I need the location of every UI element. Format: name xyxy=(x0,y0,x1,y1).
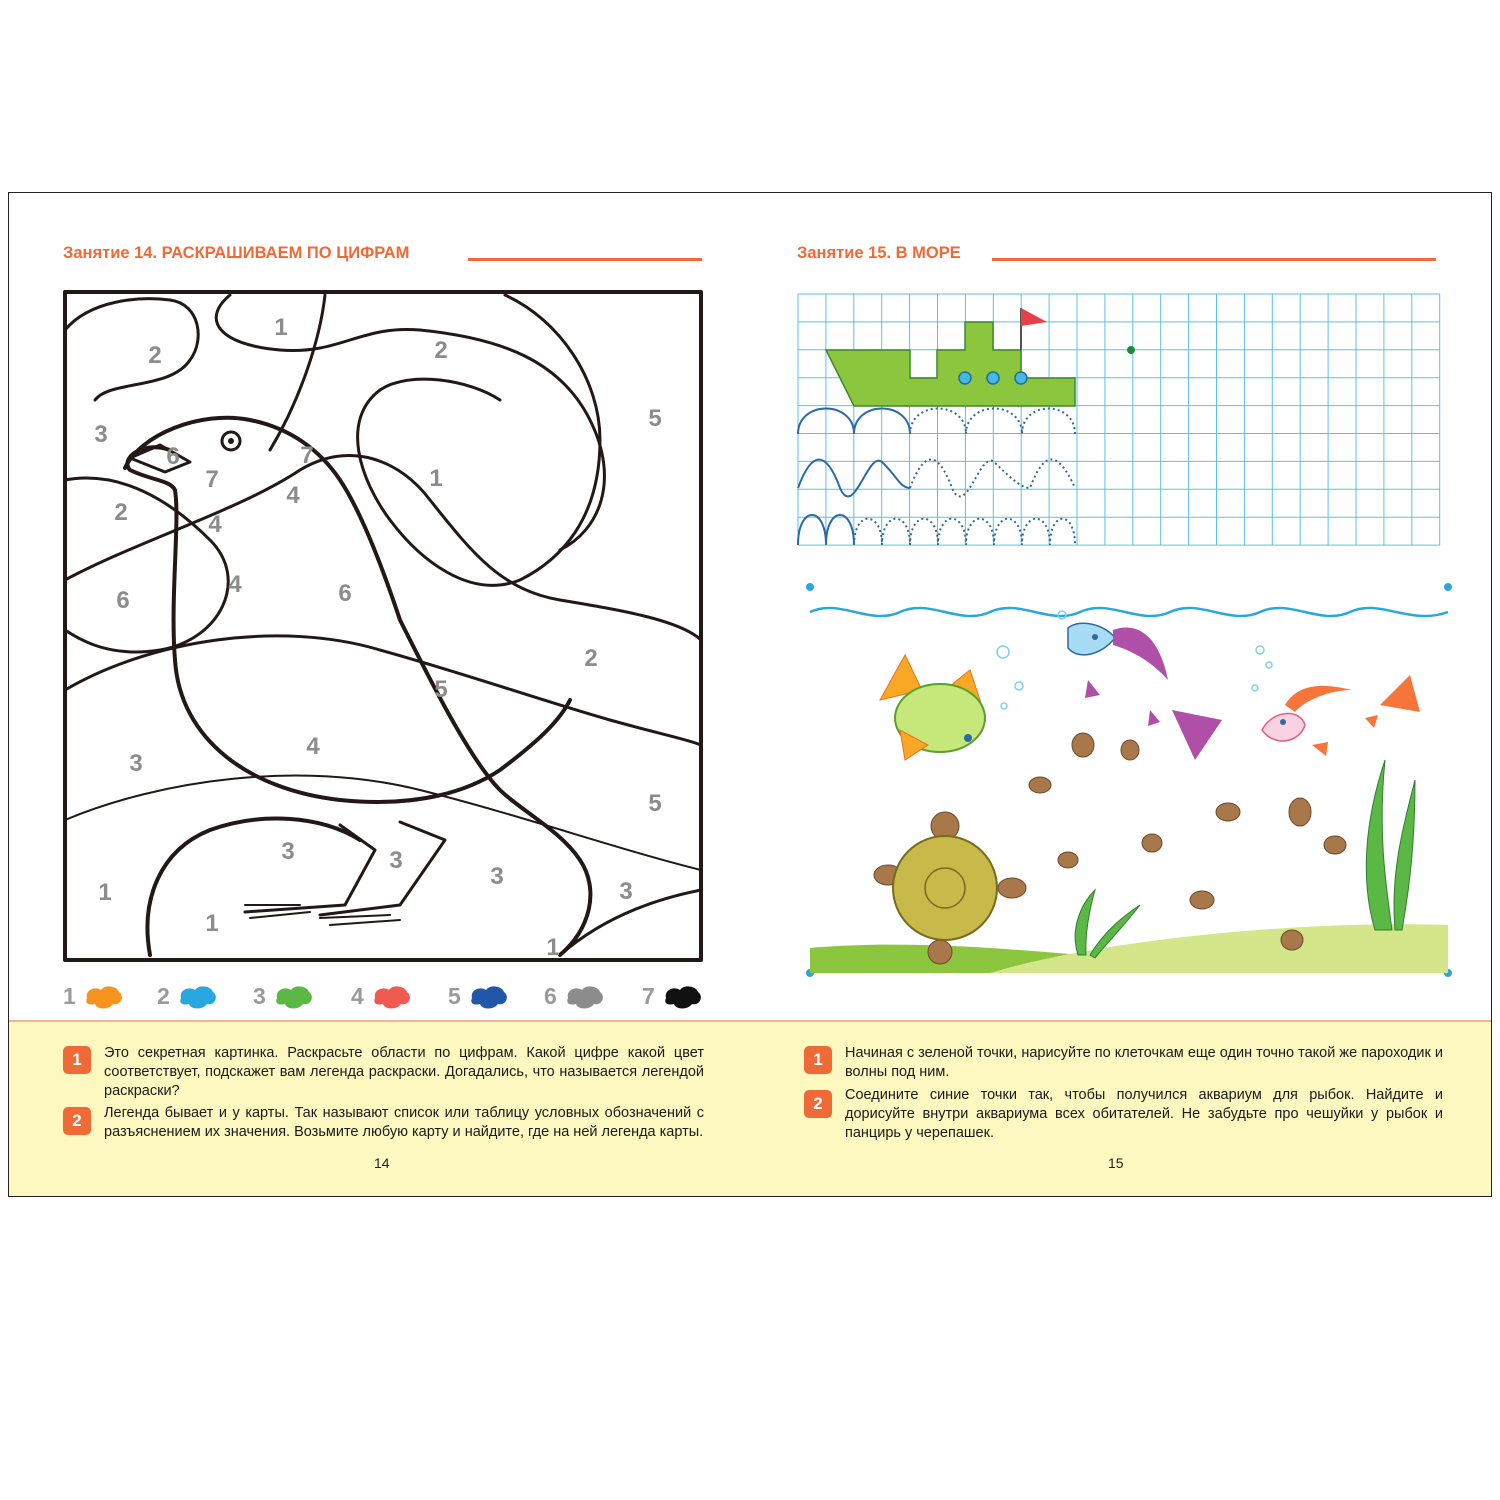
paint-blob-icon xyxy=(177,982,219,1012)
legend-number: 7 xyxy=(642,983,655,1009)
region-number: 3 xyxy=(281,838,295,865)
region-number: 2 xyxy=(434,337,448,364)
task-1-text: Начиная с зеленой точки, нарисуйте по клеточкам еще один точно такой же пароходик и волны под ним. xyxy=(845,1045,1443,1080)
legend-number: 6 xyxy=(544,983,557,1009)
task-1-badge: 1 xyxy=(63,1046,91,1074)
region-number: 4 xyxy=(306,733,320,760)
lesson-14-title: Занятие 14. РАСКРАШИВАЕМ ПО ЦИФРАМ xyxy=(63,244,410,262)
task-1-badge: 1 xyxy=(804,1046,832,1074)
task-1-text: Это секретная картинка. Раскрасьте области по цифрам. Какой цифре какой цвет соответствует, подскажет вам легенда раскраски. Догадались, что называется легендой раскраски? xyxy=(104,1045,704,1099)
region-number: 1 xyxy=(205,910,219,937)
region-number: 1 xyxy=(546,934,560,961)
legend-number: 4 xyxy=(351,983,364,1009)
region-number: 6 xyxy=(166,443,180,470)
region-number: 5 xyxy=(648,405,662,432)
paint-blob-icon xyxy=(564,982,606,1012)
region-number: 7 xyxy=(300,442,314,469)
title-rule xyxy=(468,258,702,261)
task-2-text: Соедините синие точки так, чтобы получился аквариум для рыбок. Найдите и дорисуйте внутри аквариума всех обитателей. Не забудьте про чешуйки у рыбок и панцирь у черепашек. xyxy=(845,1087,1443,1141)
paint-blob-icon xyxy=(371,982,413,1012)
region-number: 6 xyxy=(338,580,352,607)
region-number: 1 xyxy=(98,879,112,906)
page-number-15: 15 xyxy=(1108,1155,1124,1171)
paint-blob-icon xyxy=(662,982,704,1012)
legend-number: 5 xyxy=(448,983,461,1009)
legend-number: 1 xyxy=(63,983,76,1009)
region-number: 3 xyxy=(389,847,403,874)
region-number: 7 xyxy=(205,466,219,493)
region-number: 2 xyxy=(114,499,128,526)
region-number: 6 xyxy=(116,587,130,614)
paint-blob-icon xyxy=(83,982,125,1012)
region-number: 2 xyxy=(148,342,162,369)
paint-blob-icon xyxy=(468,982,510,1012)
region-number: 4 xyxy=(208,511,222,538)
region-number: 3 xyxy=(490,863,504,890)
region-number: 2 xyxy=(584,645,598,672)
region-number: 5 xyxy=(434,676,448,703)
task-2-badge: 2 xyxy=(63,1107,91,1135)
region-number: 4 xyxy=(228,571,242,598)
region-number: 3 xyxy=(129,750,143,777)
region-number: 1 xyxy=(429,465,443,492)
region-number: 5 xyxy=(648,790,662,817)
region-number: 3 xyxy=(94,421,108,448)
region-number: 1 xyxy=(274,314,288,341)
region-number: 4 xyxy=(286,482,300,509)
task-2-text: Легенда бывает и у карты. Так называют список или таблицу условных обозначений с разъяснением их значения. Возьмите любую карту и найдите, где на ней легенда карты. xyxy=(104,1105,704,1140)
legend-number: 3 xyxy=(253,983,266,1009)
legend-number: 2 xyxy=(157,983,170,1009)
paint-blob-icon xyxy=(273,982,315,1012)
task-2-badge: 2 xyxy=(804,1090,832,1118)
title-rule xyxy=(992,258,1436,261)
page-number-14: 14 xyxy=(374,1155,390,1171)
lesson-15-title: Занятие 15. В МОРЕ xyxy=(797,244,961,262)
region-number: 3 xyxy=(619,878,633,905)
